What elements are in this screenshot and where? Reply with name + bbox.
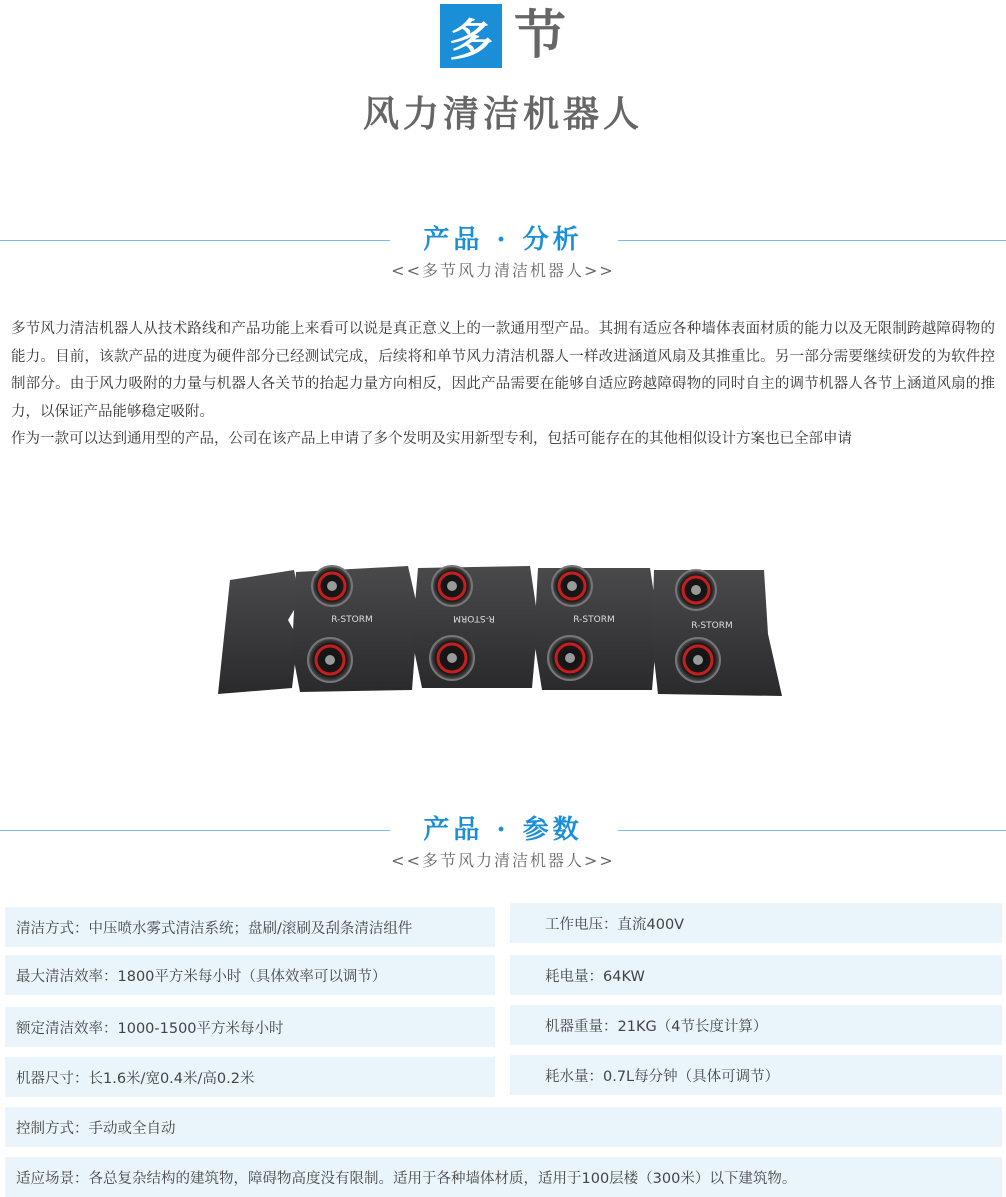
hero-title-char: 节 (513, 5, 566, 66)
fan-icon (676, 570, 716, 610)
fan-icon (430, 636, 474, 680)
param-cell-voltage: 工作电压：直流400V (510, 903, 1002, 943)
param-cell-rated-efficiency: 额定清洁效率：1000-1500平方米每小时 (5, 1007, 495, 1047)
param-cell-weight: 机器重量：21KG（4节长度计算） (510, 1005, 1002, 1045)
hero-subtitle: 风力清洁机器人 (362, 93, 643, 135)
robot-segment (292, 566, 418, 692)
hero-header (0, 0, 1006, 150)
param-cell-water: 耗水量：0.7L每分钟（具体可调节） (510, 1055, 1002, 1095)
analysis-title: 产品 · 分析 (423, 225, 583, 255)
param-cell-dimensions: 机器尺寸：长1.6米/宽0.4米/高0.2米 (5, 1057, 495, 1097)
robot-label: R-STORM (331, 615, 373, 625)
params-title: 产品 · 参数 (423, 815, 583, 845)
hero-title-row (0, 0, 1006, 72)
fan-icon (676, 638, 720, 682)
robot-illustration (212, 560, 788, 700)
robot-end-cap (218, 570, 300, 694)
fan-icon (312, 566, 352, 606)
robot-segment (412, 566, 538, 688)
robot-label: R-STORM (691, 621, 733, 631)
param-cell-power: 耗电量：64KW (510, 955, 1002, 995)
analysis-subtitle: <<多节风力清洁机器人>> (391, 261, 615, 280)
fan-icon (432, 566, 472, 606)
analysis-paragraph: 作为一款可以达到通用型的产品，公司在该产品上申请了多个发明及实用新型专利，包括可能存在的其他相似设计方案也已全部申请 (11, 431, 852, 448)
fan-icon (552, 566, 592, 606)
robot-segment (652, 570, 782, 696)
param-cell-max-efficiency: 最大清洁效率：1800平方米每小时（具体效率可以调节） (5, 955, 495, 995)
params-section-header (0, 810, 1006, 880)
params-subtitle: <<多节风力清洁机器人>> (391, 851, 615, 870)
robot-label: R-STORM (453, 613, 495, 623)
fan-icon (548, 636, 592, 680)
param-cell-cleaning-method: 清洁方式：中压喷水雾式清洁系统；盘刷/滚刷及刮条清洁组件 (5, 907, 495, 947)
fan-icon (308, 638, 352, 682)
param-cell-scenario: 适应场景：各总复杂结构的建筑物，障碍物高度没有限制。适用于各种墙体材质，适用于100层楼（300米）以下建筑物。 (5, 1157, 1002, 1197)
robot-label: R-STORM (573, 615, 615, 625)
hero-badge: 多 (440, 4, 502, 68)
analysis-body (11, 316, 995, 454)
analysis-paragraph: 多节风力清洁机器人从技术路线和产品功能上来看可以说是真正意义上的一款通用型产品。其拥有适应各种墙体表面材质的能力以及无限制跨越障碍物的能力。目前，该款产品的进度为硬件部分已经测试完成，后续将和单节风力清洁机器人一样改进涵道风扇及其推重比。另一部分需要继续研发的为软件控制部分。由于风力吸附的力量与机器人各关节的抬起力量方向相反，因此产品需要在能够自适应跨越障碍物的同时自主的调节机器人各节上涵道风扇的推力，以保证产品能够稳定吸附。 (11, 321, 995, 420)
analysis-section-header (0, 220, 1006, 290)
param-cell-control: 控制方式：手动或全自动 (5, 1107, 1002, 1147)
